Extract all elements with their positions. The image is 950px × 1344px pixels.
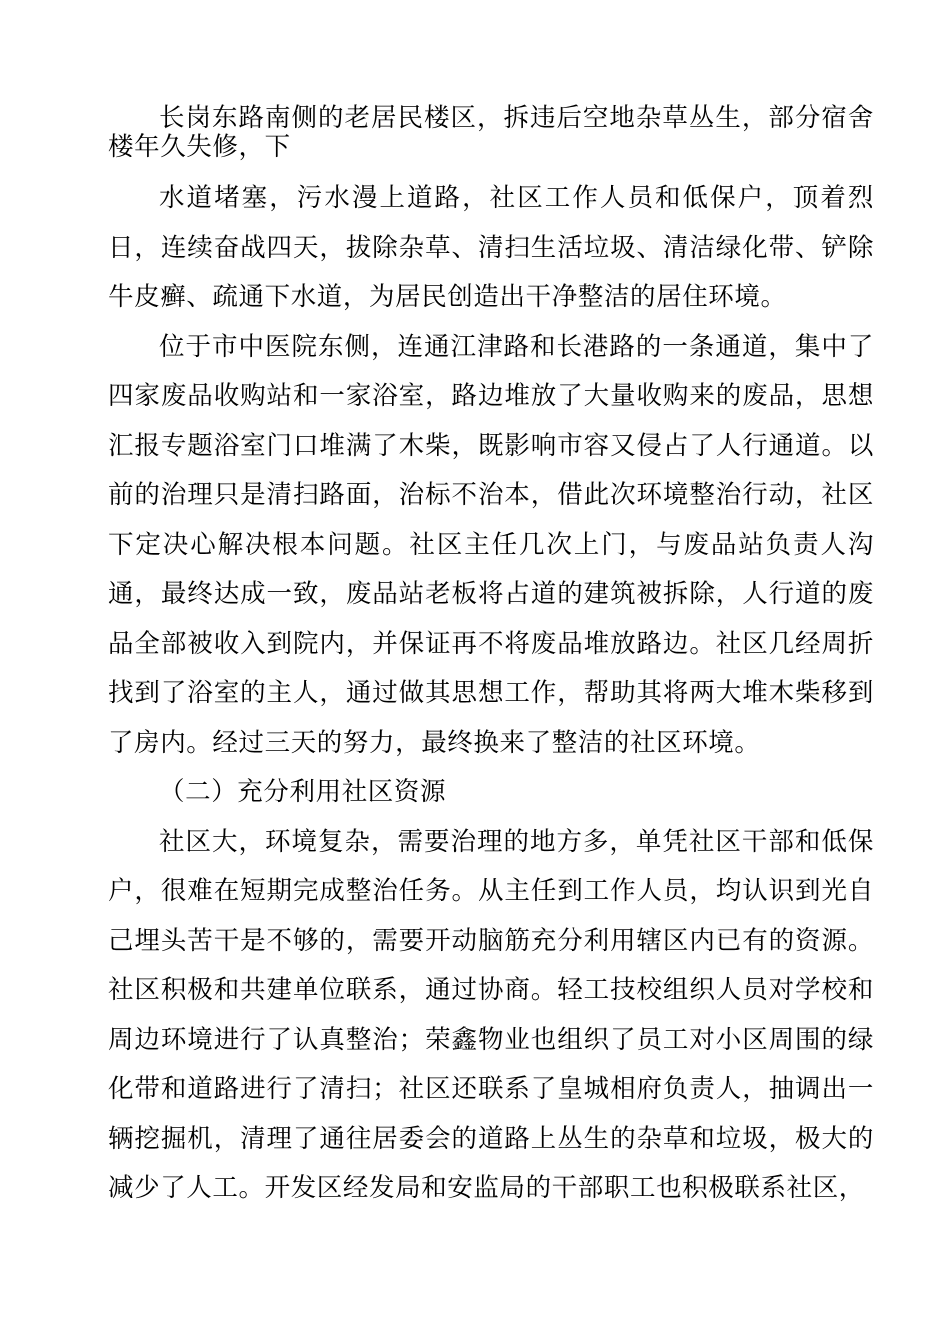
paragraph-drainage-cleanup: 水道堵塞，污水漫上道路，社区工作人员和低保户，顶着烈日，连续奋战四天，拔除杂草、清扫生活垃圾、清洁绿化带、铲除牛皮癣、疏通下水道，为居民创造出干净整洁的居住环境。 xyxy=(108,183,874,312)
section-heading: （二）充分利用社区资源 xyxy=(159,777,447,807)
paragraph-community-resources: 社区大，环境复杂，需要治理的地方多，单凭社区干部和低保户，很难在短期完成整治任务。从主任到工作人员，均认识到光自己埋头苦干是不够的，需要开动脑筋充分利用辖区内已有的资源。社区积极和共建单位联系，通过协商。轻工技校组织人员对学校和周边环境进行了认真整治；荣鑫物业也组织了员工对小区周围的绿化带和道路进行了清扫；社区还联系了皇城相府负责人，抽调出一辆挖掘机，清理了通往居委会的道路上丛生的杂草和垃圾，极大的减少了人工。开发区经发局和安监局的干部职工也积极联系社区， xyxy=(108,826,874,1203)
paragraph-waste-station-bathhouse: 位于市中医院东侧，连通江津路和长港路的一条通道，集中了四家废品收购站和一家浴室，路边堆放了大量收购来的废品，思想汇报专题浴室门口堆满了木柴，既影响市容又侵占了人行通道。以前的治理只是清扫路面，治标不治本，借此次环境整治行动，社区下定决心解决根本问题。社区主任几次上门，与废品站负责人沟通，最终达成一致，废品站老板将占道的建筑被拆除，人行道的废品全部被收入到院内，并保证再不将废品堆放路边。社区几经周折找到了浴室的主人，通过做其思想工作，帮助其将两大堆木柴移到了房内。经过三天的努力，最终换来了整洁的社区环境。 xyxy=(108,331,874,758)
document-page xyxy=(108,96,874,1214)
paragraph-old-residential-area: 长岗东路南侧的老居民楼区，拆违后空地杂草丛生，部分宿舍楼年久失修，下 xyxy=(108,103,874,162)
